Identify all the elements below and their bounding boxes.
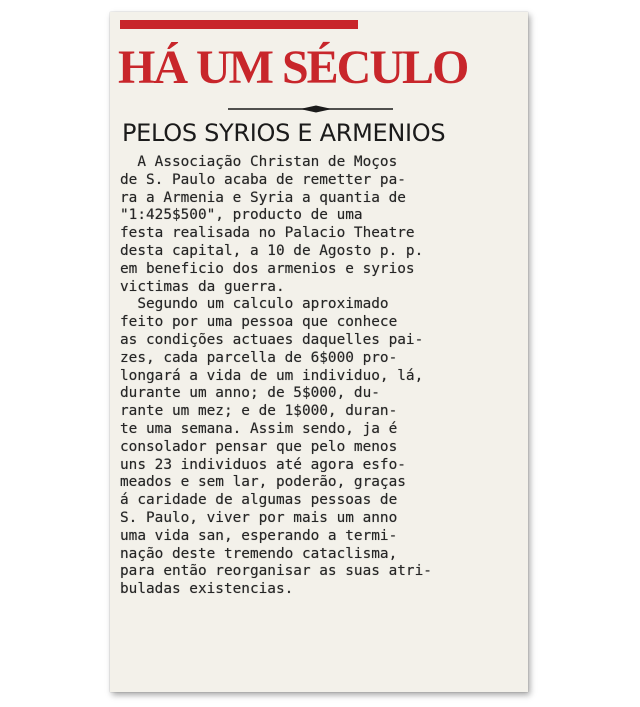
article-line: festa realisada no Palacio Theatre (120, 225, 415, 242)
article-line: victimas da guerra. (120, 278, 285, 295)
article-line: uns 23 individuos até agora esfo- (120, 456, 406, 473)
article-headline: PELOS SYRIOS E ARMENIOS (122, 119, 446, 147)
newspaper-clipping (110, 12, 528, 692)
article-line: "1:425$500", producto de uma (120, 207, 363, 224)
article-line: as condições actuaes daquelles pai- (120, 331, 424, 348)
article-line: desta capital, a 10 de Agosto p. p. (120, 242, 424, 259)
article-line: em beneficio dos armenios e syrios (120, 260, 415, 277)
article-line: te uma semana. Assim sendo, ja é (120, 420, 398, 437)
section-red-rule (120, 20, 358, 29)
article-line: á caridade de algumas pessoas de (120, 492, 398, 509)
article-line: Segundo um calculo aproximado (120, 296, 389, 313)
article-line: de S. Paulo acaba de remetter pa- (120, 171, 406, 188)
article-line: ra a Armenia e Syria a quantia de (120, 189, 406, 206)
article-line: para então reorganisar as suas atri- (120, 563, 432, 580)
article-line: feito por uma pessoa que conhece (120, 314, 398, 331)
article-line: durante um anno; de 5$000, du- (120, 385, 380, 402)
article-line: consolador pensar que pelo menos (120, 438, 398, 455)
article-line: S. Paulo, viver por mais um anno (120, 509, 398, 526)
article-body (120, 154, 520, 599)
article-line: longará a vida de um individuo, lá, (120, 367, 424, 384)
article-line: A Associação Christan de Moços (120, 154, 398, 170)
article-line: rante um mez; e de 1$000, duran- (120, 403, 398, 420)
section-title: HÁ UM SÉCULO (118, 41, 468, 94)
article-line: uma vida san, esperando a termi- (120, 527, 398, 544)
divider-ornament (228, 105, 393, 113)
article-line: zes, cada parcella de 6$000 pro- (120, 349, 398, 366)
article-line: nação deste tremendo cataclisma, (120, 545, 398, 562)
article-line: meados e sem lar, poderão, graças (120, 474, 406, 491)
article-line: buladas existencias. (120, 581, 294, 598)
